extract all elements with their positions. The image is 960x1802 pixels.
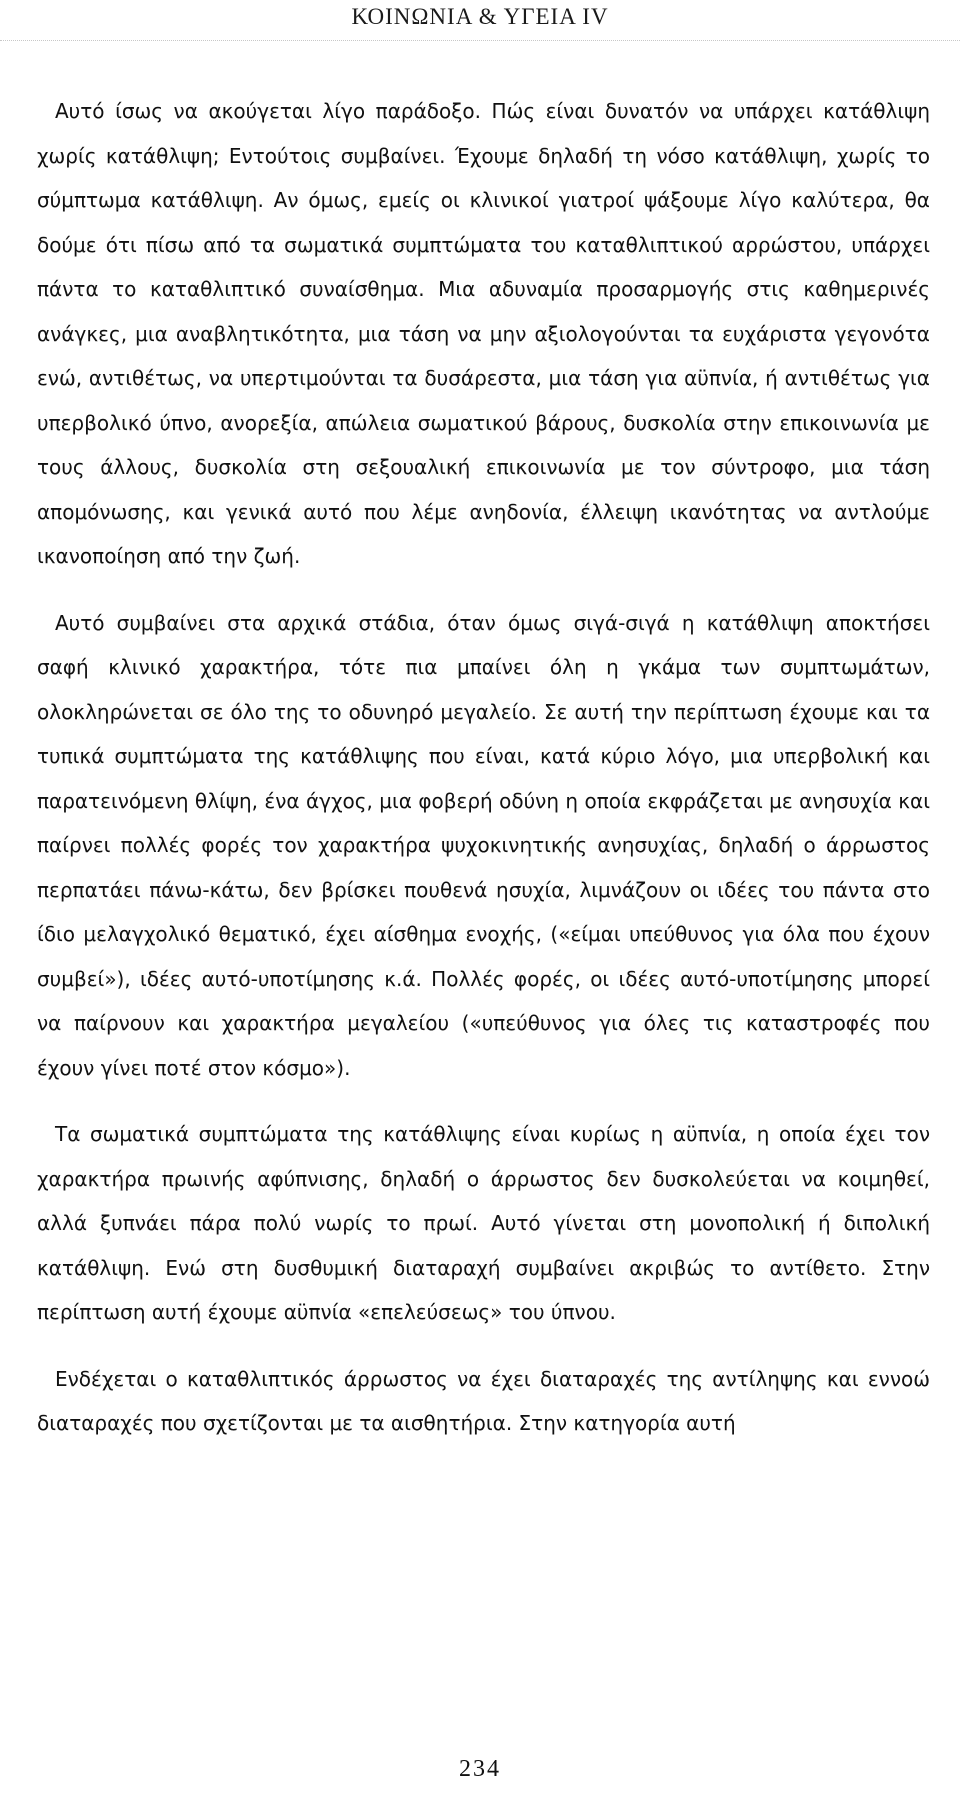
page-number: 234 — [459, 1756, 501, 1782]
body-text — [37, 89, 930, 1468]
paragraph-2: Αυτό συμβαίνει στα αρχικά στάδια, όταν όμως σιγά-σιγά η κατάθλιψη αποκτήσει σαφή κλινικό χαρακτήρα, τότε πια μπαίνει όλη η γκάμα των συμπτωμάτων, ολοκληρώνεται σε όλο της το οδυνηρό μεγαλείο. Σε αυτή την περίπτωση έχουμε και τα τυπικά συμπτώματα της κατάθλιψης που είναι, κατά κύριο λόγο, μια υπερβολική και παρατεινόμενη θλίψη, ένα άγχος, μια φοβερή οδύνη η οποία εκφράζεται με ανησυχία και παίρνει πολλές φορές τον χαρακτήρα ψυχοκινητικής ανησυχίας, δηλαδή ο άρρωστος περπατάει πάνω-κάτω, δεν βρίσκει πουθενά ησυχία, λιμνάζουν οι ιδέες του πάντα στο ίδιο μελαγχολικό θεματικό, έχει αίσθημα ενοχής, («είμαι υπεύθυνος για όλα που έχουν συμβεί»), ιδέες αυτό-υποτίμησης κ.ά. Πολλές φορές, οι ιδέες αυτό-υποτίμησης μπορεί να παίρνουν και χαρακτήρα μεγαλείου («υπεύθυνος για όλες τις καταστροφές που έχουν γίνει ποτέ στον κόσμο»). — [37, 610, 930, 1080]
running-header: ΚΟΙΝΩΝΙΑ & ΥΓΕΙΑ IV — [351, 4, 609, 29]
header-divider — [0, 40, 960, 41]
paragraph-3: Τα σωματικά συμπτώματα της κατάθλιψης είναι κυρίως η αϋπνία, η οποία έχει τον χαρακτήρα πρωινής αφύπνισης, δηλαδή ο άρρωστος δεν δυσκολεύεται να κοιμηθεί, αλλά ξυπνάει πάρα πολύ νωρίς το πρωί. Αυτό γίνεται στη μονοπολική ή διπολική κατάθλιψη. Ενώ στη δυσθυμική διαταραχή συμβαίνει ακριβώς το αντίθετο. Στην περίπτωση αυτή έχουμε αϋπνία «επελεύσεως» του ύπνου. — [37, 1122, 930, 1324]
paragraph-4: Ενδέχεται ο καταθλιπτικός άρρωστος να έχει διαταραχές της αντίληψης και εννοώ διαταραχές που σχετίζονται με τα αισθητήρια. Στην κατηγορία αυτή — [37, 1366, 930, 1435]
paragraph-1: Αυτό ίσως να ακούγεται λίγο παράδοξο. Πώς είναι δυνατόν να υπάρχει κατάθλιψη χωρίς κατάθλιψη; Εντούτοις συμβαίνει. Έχουμε δηλαδή τη νόσο κατάθλιψη, χωρίς το σύμπτωμα κατάθλιψη. Αν όμως, εμείς οι κλινικοί γιατροί ψάξουμε λίγο καλύτερα, θα δούμε ότι πίσω από τα σωματικά συμπτώματα του καταθλιπτικού αρρώστου, υπάρχει πάντα το καταθλιπτικό συναίσθημα. Μια αδυναμία προσαρμογής στις καθημερινές ανάγκες, μια αναβλητικότητα, μια τάση να μην αξιολογούνται τα ευχάριστα γεγονότα ενώ, αντιθέτως, να υπερτιμούνται τα δυσάρεστα, μια τάση για αϋπνία, ή αντιθέτως για υπερβολικό ύπνο, ανορεξία, απώλεια σωματικού βάρους, δυσκολία στην επικοινωνία με τους άλλους, δυσκολία στη σεξουαλική επικοινωνία με τον σύντροφο, μια τάση απομόνωσης, και γενικά αυτό που λέμε ανηδονία, έλλειψη ικανότητας να αντλούμε ικανοποίηση από την ζωή. — [37, 99, 930, 568]
